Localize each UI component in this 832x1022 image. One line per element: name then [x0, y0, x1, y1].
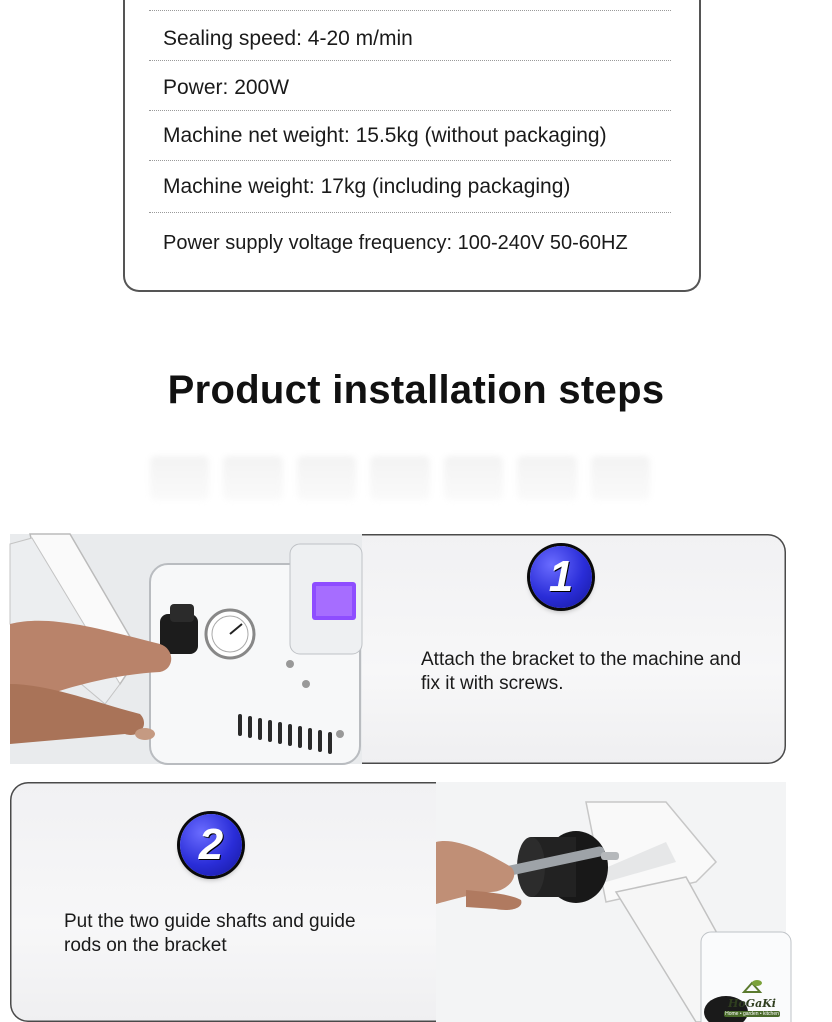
step-1-text: Attach the bracket to the machine and fix it with screws.: [421, 649, 742, 694]
spec-model: [163, 0, 671, 3]
spec-sealing-speed: Sealing speed: 4-20 m/min: [163, 27, 413, 50]
step-2-badge: [180, 814, 242, 876]
spec-card: [123, 0, 701, 292]
brand-logo: [724, 978, 780, 1018]
step-1-panel: [10, 534, 786, 764]
house-leaf-icon: [724, 978, 780, 994]
spec-weight: Machine weight: 17kg (including packaging): [163, 175, 571, 198]
page-title: Product installation steps: [167, 368, 665, 412]
step-2-text: Put the two guide shafts and guide rods on the bracket: [64, 911, 356, 956]
spec-voltage: Power supply voltage frequency: 100-240V 50-60HZ: [163, 232, 628, 254]
step-2-panel: [10, 782, 786, 1022]
machine-bracket-photo: [10, 534, 362, 764]
spec-divider: [149, 212, 671, 213]
logo-brand-text: HoGaKi: [728, 997, 776, 1010]
spec-divider: [149, 10, 671, 11]
step-2-number: 2: [198, 820, 224, 869]
spec-divider: [149, 160, 671, 161]
step-1-badge: [530, 546, 592, 608]
spec-divider: [149, 110, 671, 111]
spec-power: Power: 200W: [163, 76, 290, 99]
spec-net-weight: Machine net weight: 15.5kg (without packaging): [163, 124, 607, 147]
faded-heading-decoration: [150, 456, 650, 504]
step-1-number: 1: [548, 552, 574, 601]
spec-divider: [149, 60, 671, 61]
logo-tagline: Home • garden • kitchen: [725, 1011, 779, 1017]
